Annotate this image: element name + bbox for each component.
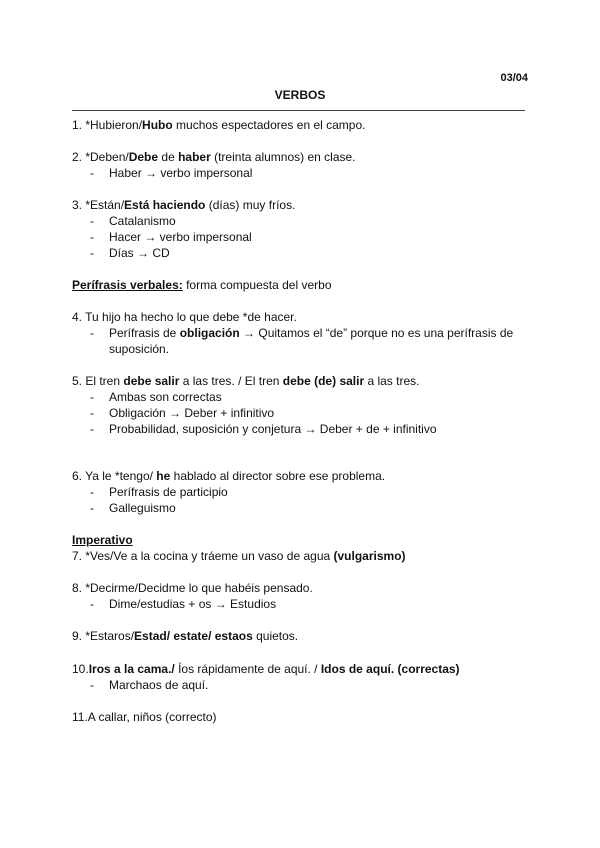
- sub-text: Deber + de + infinitivo: [316, 422, 437, 436]
- item-10-bold: Iros a la cama./: [88, 662, 175, 676]
- sub-text: Días: [109, 246, 138, 260]
- sub-text: Hacer: [109, 230, 145, 244]
- dash: -: [90, 246, 94, 260]
- sub-text: Deber + infinitivo: [181, 406, 275, 420]
- sub-text: Galleguismo: [109, 501, 176, 515]
- item-2-rest: (treinta alumnos) en clase.: [210, 150, 356, 164]
- arrow-icon: →: [145, 166, 158, 180]
- item-7-bold: (vulgarismo): [333, 549, 406, 563]
- item-10: [72, 661, 460, 677]
- title-divider: [72, 110, 525, 111]
- item-9-rest: quietos.: [252, 629, 299, 643]
- item-7-text: 7. *Ves/Ve a la cocina y tráeme un vaso de agua: [72, 549, 334, 563]
- section-imperativo: [72, 532, 133, 548]
- item-1-bold: Hubo: [142, 118, 173, 132]
- section-perifrasis: [72, 277, 332, 293]
- item-3: [72, 197, 295, 213]
- item-3-sub-1: [90, 213, 176, 229]
- sub-text: Obligación: [109, 406, 170, 420]
- item-10-sub-1: [90, 677, 208, 693]
- dash: -: [90, 501, 94, 515]
- sub-text: Perífrasis de participio: [109, 485, 228, 499]
- dash: -: [90, 390, 94, 404]
- item-5-sub-2: [90, 405, 274, 421]
- arrow-icon: →: [169, 406, 182, 420]
- sub-text: Estudios: [226, 597, 277, 611]
- page-date: 03/04: [500, 72, 528, 84]
- item-2-sub-1: [90, 165, 252, 181]
- sub-text: verbo impersonal: [156, 230, 252, 244]
- item-4-sub-1: [90, 325, 525, 357]
- item-6-sub-1: [90, 484, 228, 500]
- arrow-icon: →: [304, 422, 317, 436]
- item-3-text: 3. *Están/: [72, 198, 125, 212]
- item-5: [72, 373, 419, 389]
- dash: -: [90, 485, 94, 499]
- item-2-text: 2. *Deben/: [72, 150, 129, 164]
- arrow-icon: →: [137, 246, 150, 260]
- item-11: 11.A callar, niños (correcto): [72, 710, 217, 724]
- dash: -: [90, 678, 94, 692]
- sub-text: Catalanismo: [109, 214, 176, 228]
- sub-bold: obligación: [179, 326, 240, 340]
- sub-text: Probabilidad, suposición y conjetura: [109, 422, 305, 436]
- item-2-bold-2: haber: [178, 150, 211, 164]
- item-6-sub-2: [90, 500, 176, 516]
- item-5-rest: a las tres.: [364, 374, 420, 388]
- item-10-text: 10.: [72, 662, 89, 676]
- item-3-sub-2: [90, 229, 252, 245]
- sub-text: Ambas son correctas: [109, 390, 222, 404]
- dash: -: [90, 597, 94, 611]
- item-10-mid: Íos rápidamente de aquí. /: [174, 662, 321, 676]
- dash: -: [90, 166, 94, 180]
- item-6-rest: hablado al director sobre ese problema.: [170, 469, 386, 483]
- sub-text: Quitamos el “de” porque no es una perífrasis de suposición.: [109, 326, 514, 356]
- dash: -: [90, 326, 94, 340]
- item-8: 8. *Decirme/Decidme lo que habéis pensado.: [72, 581, 313, 595]
- sub-text: Perífrasis de: [109, 326, 180, 340]
- item-9: [72, 628, 298, 644]
- section-heading: Imperativo: [72, 533, 133, 547]
- dash: -: [90, 230, 94, 244]
- item-2: [72, 149, 356, 165]
- item-6-bold: he: [156, 469, 171, 483]
- item-6-text: 6. Ya le *tengo/: [72, 469, 157, 483]
- item-6: [72, 468, 385, 484]
- item-9-bold: Estad/ estate/ estaos: [134, 629, 253, 643]
- item-5-bold: debe salir: [123, 374, 180, 388]
- dash: -: [90, 406, 94, 420]
- arrow-icon: →: [243, 326, 256, 340]
- item-5-mid: a las tres. / El tren: [179, 374, 283, 388]
- sub-text: Marchaos de aquí.: [109, 678, 209, 692]
- item-3-bold: Está haciendo: [124, 198, 206, 212]
- item-1-rest: muchos espectadores en el campo.: [172, 118, 366, 132]
- arrow-icon: →: [144, 230, 157, 244]
- item-7: [72, 548, 406, 564]
- item-5-text: 5. El tren: [72, 374, 124, 388]
- sub-text: verbo impersonal: [157, 166, 253, 180]
- sub-text: CD: [149, 246, 170, 260]
- item-5-sub-3: [90, 421, 437, 437]
- item-3-sub-3: [90, 245, 170, 261]
- item-3-rest: (días) muy fríos.: [205, 198, 296, 212]
- item-2-bold: Debe: [128, 150, 159, 164]
- item-1: [72, 117, 365, 133]
- item-4: 4. Tu hijo ha hecho lo que debe *de hacer.: [72, 310, 297, 324]
- item-8-sub-1: [90, 596, 276, 612]
- item-1-text: 1. *Hubieron/: [72, 118, 143, 132]
- sub-text: Haber: [109, 166, 146, 180]
- page-title: VERBOS: [274, 88, 326, 102]
- item-5-bold-2: debe (de) salir: [282, 374, 365, 388]
- item-9-text: 9. *Estaros/: [72, 629, 135, 643]
- section-heading: Perífrasis verbales:: [72, 278, 183, 292]
- dash: -: [90, 422, 94, 436]
- item-2-mid: de: [158, 150, 179, 164]
- section-desc: forma compuesta del verbo: [182, 278, 332, 292]
- item-5-sub-1: [90, 389, 222, 405]
- item-10-bold-2: Idos de aquí. (correctas): [320, 662, 460, 676]
- sub-text: Dime/estudias + os: [109, 597, 215, 611]
- arrow-icon: →: [214, 597, 227, 611]
- dash: -: [90, 214, 94, 228]
